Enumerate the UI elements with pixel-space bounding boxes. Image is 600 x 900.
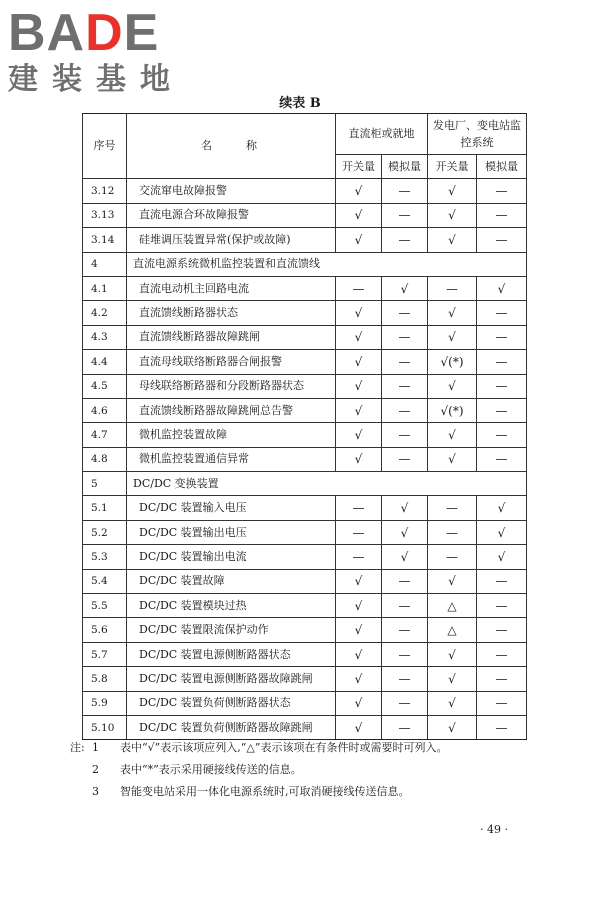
mark-g2a: — <box>477 350 527 374</box>
table-row <box>83 203 527 227</box>
mark-g1a: — <box>382 374 428 398</box>
mark-g1a: √ <box>382 496 428 520</box>
row-number: 5.6 <box>83 618 127 642</box>
mark-g2a: — <box>477 667 527 691</box>
logo <box>8 6 184 98</box>
row-name: DC/DC 装置输出电流 <box>127 545 336 569</box>
mark-g1a: — <box>382 423 428 447</box>
row-name: DC/DC 装置限流保护动作 <box>127 618 336 642</box>
mark-g1a: — <box>382 325 428 349</box>
row-name: 微机监控装置故障 <box>127 423 336 447</box>
table-row <box>83 350 527 374</box>
row-number: 4.4 <box>83 350 127 374</box>
mark-g1a: — <box>382 715 428 739</box>
header-group-monitoring: 发电厂、变电站监控系统 <box>428 114 527 155</box>
mark-g1a: — <box>382 667 428 691</box>
mark-g2a: — <box>477 642 527 666</box>
mark-g2s: √ <box>428 569 477 593</box>
mark-g1s: √ <box>336 569 382 593</box>
mark-g2a: — <box>477 423 527 447</box>
mark-g2a: √ <box>477 496 527 520</box>
mark-g2s: √(*) <box>428 398 477 422</box>
row-number: 5.4 <box>83 569 127 593</box>
mark-g2a: — <box>477 618 527 642</box>
mark-g1s: √ <box>336 301 382 325</box>
mark-g1s: — <box>336 545 382 569</box>
row-number: 4 <box>83 252 127 276</box>
mark-g2s: √ <box>428 447 477 471</box>
row-number: 5.7 <box>83 642 127 666</box>
notes <box>70 737 448 803</box>
mark-g1s: √ <box>336 228 382 252</box>
mark-g1s: √ <box>336 594 382 618</box>
header-switch: 开关量 <box>428 155 477 179</box>
header-analog: 模拟量 <box>477 155 527 179</box>
mark-g1s: √ <box>336 691 382 715</box>
mark-g1s: √ <box>336 179 382 203</box>
mark-g1a: √ <box>382 276 428 300</box>
mark-g1a: — <box>382 228 428 252</box>
mark-g2s: √ <box>428 179 477 203</box>
row-name: DC/DC 装置输出电压 <box>127 520 336 544</box>
row-name: DC/DC 装置输入电压 <box>127 496 336 520</box>
mark-g1s: √ <box>336 618 382 642</box>
row-name: DC/DC 装置电源侧断路器故障跳闸 <box>127 667 336 691</box>
row-number: 4.1 <box>83 276 127 300</box>
mark-g1s: — <box>336 276 382 300</box>
table-row <box>83 374 527 398</box>
mark-g2s: — <box>428 520 477 544</box>
row-name: 直流电源合环故障报警 <box>127 203 336 227</box>
row-name: 直流馈线断路器状态 <box>127 301 336 325</box>
row-name: 交流窜电故障报警 <box>127 179 336 203</box>
table-row <box>83 594 527 618</box>
row-name: 直流电动机主回路电流 <box>127 276 336 300</box>
row-number: 4.2 <box>83 301 127 325</box>
row-number: 5.1 <box>83 496 127 520</box>
row-number: 5.5 <box>83 594 127 618</box>
table-row <box>83 691 527 715</box>
row-name: DC/DC 装置电源侧断路器状态 <box>127 642 336 666</box>
mark-g1a: — <box>382 203 428 227</box>
mark-g2a: — <box>477 447 527 471</box>
row-number: 3.12 <box>83 179 127 203</box>
mark-g2a: — <box>477 715 527 739</box>
mark-g1s: √ <box>336 447 382 471</box>
mark-g2a: √ <box>477 520 527 544</box>
row-number: 5.8 <box>83 667 127 691</box>
row-name: DC/DC 装置模块过热 <box>127 594 336 618</box>
logo-wordmark: BADE <box>8 4 160 62</box>
mark-g1s: √ <box>336 325 382 349</box>
mark-g1a: √ <box>382 545 428 569</box>
mark-g2a: √ <box>477 545 527 569</box>
mark-g2s: — <box>428 496 477 520</box>
mark-g1a: — <box>382 691 428 715</box>
mark-g2a: — <box>477 569 527 593</box>
mark-g1a: — <box>382 594 428 618</box>
header-analog: 模拟量 <box>382 155 428 179</box>
header-no: 序号 <box>83 114 127 179</box>
section-row <box>83 252 527 276</box>
mark-g2s: — <box>428 276 477 300</box>
mark-g1a: — <box>382 179 428 203</box>
row-number: 3.14 <box>83 228 127 252</box>
table-row <box>83 545 527 569</box>
mark-g2s: √ <box>428 642 477 666</box>
row-name: DC/DC 装置负荷侧断路器故障跳闸 <box>127 715 336 739</box>
table-row <box>83 276 527 300</box>
mark-g2a: — <box>477 374 527 398</box>
mark-g1s: √ <box>336 667 382 691</box>
mark-g2s: √ <box>428 423 477 447</box>
note-item: 注: 1 表中“√”表示该项应列入,“△”表示该项在有条件时或需要时可列入。 <box>70 741 448 754</box>
mark-g1s: √ <box>336 203 382 227</box>
mark-g2a: — <box>477 594 527 618</box>
note-item: 3 智能变电站采用一体化电源系统时,可取消硬接线传送信息。 <box>92 785 410 798</box>
page-number: · 49 · <box>480 823 508 836</box>
logo-subtitle: 建装基地 <box>8 62 184 97</box>
table-row <box>83 325 527 349</box>
mark-g1s: √ <box>336 398 382 422</box>
table-row <box>83 667 527 691</box>
mark-g1s: √ <box>336 642 382 666</box>
mark-g1a: — <box>382 301 428 325</box>
row-name: 直流馈线断路器故障跳闸总告警 <box>127 398 336 422</box>
table-title: 续表 B <box>279 96 321 111</box>
mark-g2s: △ <box>428 594 477 618</box>
table-row <box>83 569 527 593</box>
table-row <box>83 228 527 252</box>
table-row <box>83 520 527 544</box>
row-name: 直流母线联络断路器合闸报警 <box>127 350 336 374</box>
row-name: 微机监控装置通信异常 <box>127 447 336 471</box>
header-switch: 开关量 <box>336 155 382 179</box>
header-name: 名称 <box>127 114 336 179</box>
mark-g1a: — <box>382 618 428 642</box>
mark-g2s: √(*) <box>428 350 477 374</box>
signal-table <box>82 113 527 740</box>
mark-g1a: — <box>382 398 428 422</box>
mark-g1s: √ <box>336 350 382 374</box>
header-group-cabinet: 直流柜或就地 <box>336 114 428 155</box>
mark-g1a: — <box>382 642 428 666</box>
row-number: 4.3 <box>83 325 127 349</box>
mark-g2s: √ <box>428 228 477 252</box>
mark-g2s: △ <box>428 618 477 642</box>
section-title: DC/DC 变换装置 <box>127 472 527 496</box>
row-number: 5.3 <box>83 545 127 569</box>
mark-g1s: √ <box>336 715 382 739</box>
row-name: 母线联络断路器和分段断路器状态 <box>127 374 336 398</box>
row-name: DC/DC 装置故障 <box>127 569 336 593</box>
row-number: 3.13 <box>83 203 127 227</box>
section-row <box>83 472 527 496</box>
mark-g2s: √ <box>428 203 477 227</box>
mark-g2a: — <box>477 301 527 325</box>
table-row <box>83 301 527 325</box>
mark-g2a: — <box>477 179 527 203</box>
row-number: 5 <box>83 472 127 496</box>
mark-g2s: √ <box>428 301 477 325</box>
mark-g2a: — <box>477 398 527 422</box>
row-name: 直流馈线断路器故障跳闸 <box>127 325 336 349</box>
mark-g2a: — <box>477 228 527 252</box>
table-row <box>83 642 527 666</box>
row-number: 4.6 <box>83 398 127 422</box>
mark-g2s: √ <box>428 325 477 349</box>
mark-g2s: √ <box>428 374 477 398</box>
mark-g1a: — <box>382 447 428 471</box>
table-row <box>83 179 527 203</box>
row-number: 4.7 <box>83 423 127 447</box>
mark-g2s: √ <box>428 691 477 715</box>
mark-g1s: — <box>336 496 382 520</box>
mark-g2s: — <box>428 545 477 569</box>
mark-g2a: √ <box>477 276 527 300</box>
table-row <box>83 496 527 520</box>
row-number: 5.10 <box>83 715 127 739</box>
section-title: 直流电源系统微机监控装置和直流馈线 <box>127 252 527 276</box>
mark-g1s: — <box>336 520 382 544</box>
note-item: 2 表中“*”表示采用硬接线传送的信息。 <box>92 763 302 776</box>
table-row <box>83 423 527 447</box>
mark-g2a: — <box>477 691 527 715</box>
row-name: DC/DC 装置负荷侧断路器状态 <box>127 691 336 715</box>
table-row <box>83 398 527 422</box>
mark-g2s: √ <box>428 667 477 691</box>
row-number: 5.9 <box>83 691 127 715</box>
row-number: 4.5 <box>83 374 127 398</box>
table-row <box>83 447 527 471</box>
mark-g2a: — <box>477 203 527 227</box>
mark-g1a: — <box>382 569 428 593</box>
mark-g1a: √ <box>382 520 428 544</box>
table-body <box>83 179 527 740</box>
row-number: 4.8 <box>83 447 127 471</box>
row-name: 硅堆调压装置异常(保护或故障) <box>127 228 336 252</box>
row-number: 5.2 <box>83 520 127 544</box>
mark-g2a: — <box>477 325 527 349</box>
table-row <box>83 618 527 642</box>
mark-g1a: — <box>382 350 428 374</box>
mark-g2s: √ <box>428 715 477 739</box>
mark-g1s: √ <box>336 423 382 447</box>
mark-g1s: √ <box>336 374 382 398</box>
